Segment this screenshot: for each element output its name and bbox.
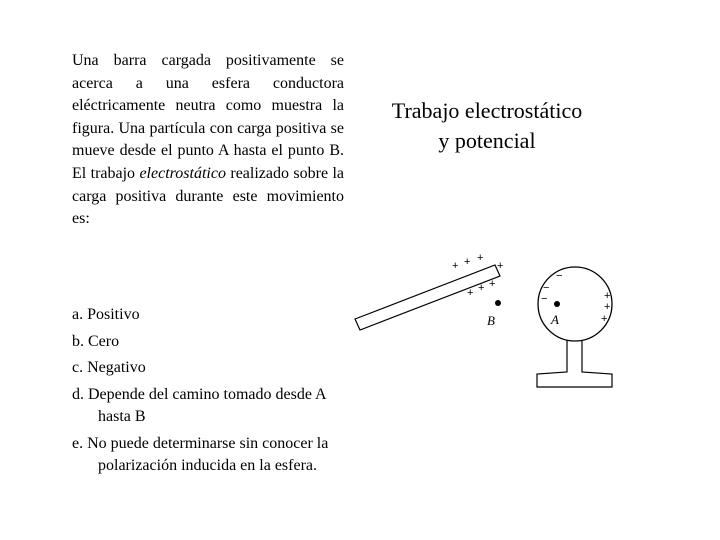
point-a — [554, 301, 560, 307]
label-a: A — [551, 312, 559, 327]
option-b: b. Cero — [72, 332, 120, 350]
bar-charge-7: + — [489, 278, 496, 290]
bar-charge-3: + — [477, 252, 484, 264]
sphere-minus-3: − — [541, 293, 548, 305]
question-part1: Una barra cargada positivamente se acerca a una esfera conductora eléctricamente neutra como muestra la figura. Una partícula con carga positiva se mueve desde el punto A hasta el punto B. El trabajo — [72, 52, 344, 182]
question-emphasis: electrostático — [139, 164, 226, 182]
option-e: e. No puede determinarse sin conocer la polarización inducida en la esfera. — [72, 434, 329, 474]
sphere-minus-1: − — [556, 270, 563, 282]
sphere-minus-2: − — [543, 282, 550, 294]
figure-svg — [350, 244, 630, 394]
sphere-stand — [537, 336, 612, 387]
point-b — [495, 300, 501, 306]
bar-charge-1: + — [452, 260, 459, 272]
title-line-1: Trabajo electrostático — [391, 98, 583, 123]
sphere-plus-1: + — [604, 290, 611, 302]
option-a: a. Positivo — [72, 306, 140, 323]
figure-diagram — [350, 244, 630, 394]
option-d: d. Depende del camino tomado desde A hasta B — [72, 385, 326, 425]
sphere-plus-2: + — [604, 301, 611, 313]
bar-charge-4: + — [497, 260, 504, 272]
option-c: c. Negativo — [72, 359, 146, 376]
bar-charge-6: + — [478, 282, 485, 294]
charged-bar — [355, 265, 500, 330]
question-text — [72, 50, 344, 231]
label-b: B — [487, 313, 495, 328]
question-part2: realizado sobre la carga positiva durante este movimiento es: — [72, 164, 344, 228]
bar-charge-5: + — [467, 287, 474, 299]
title-line-2: y potencial — [438, 128, 536, 153]
conducting-sphere — [538, 267, 612, 341]
answer-options — [72, 304, 352, 482]
bar-charge-2: + — [464, 256, 471, 268]
sphere-plus-3: + — [601, 313, 608, 325]
slide-title — [362, 96, 612, 156]
